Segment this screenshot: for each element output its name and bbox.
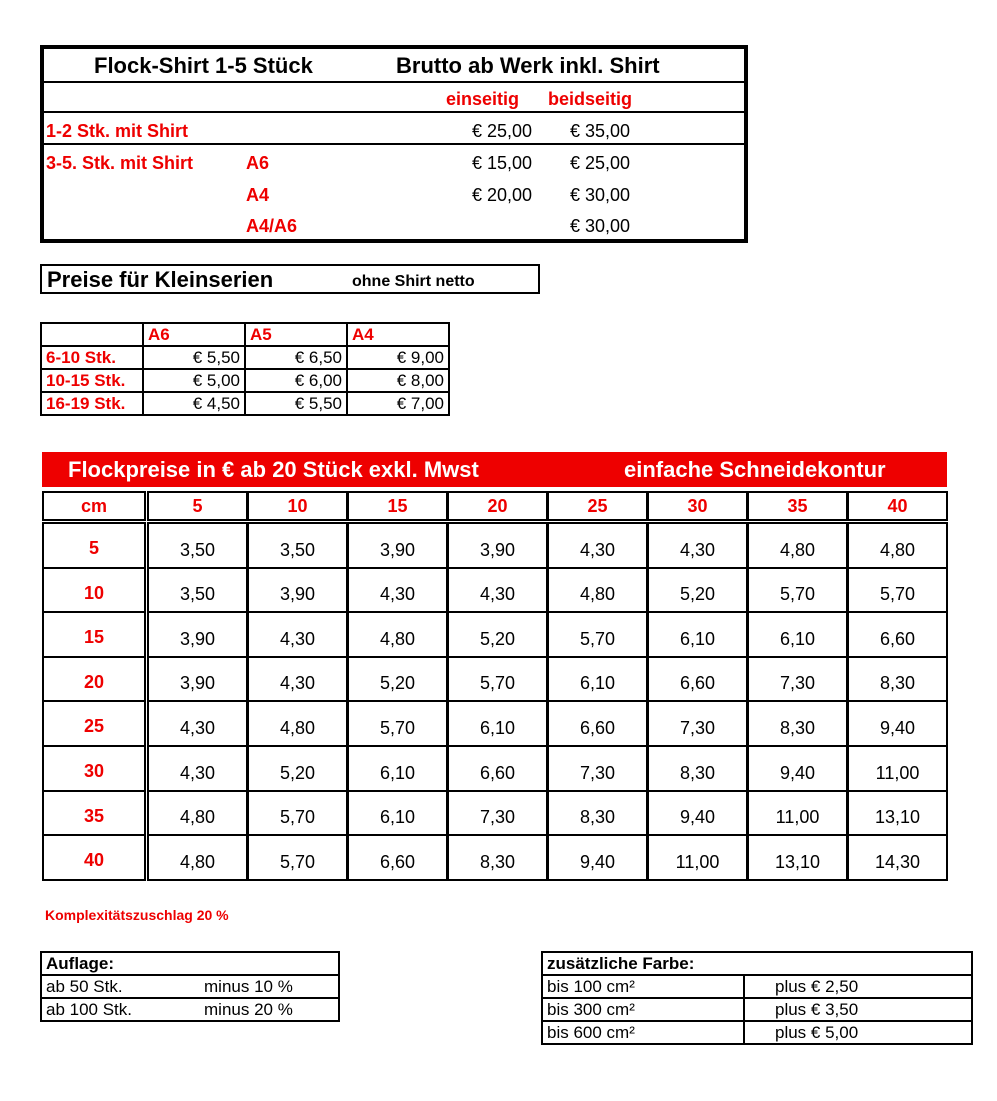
table-row: [542, 998, 972, 1021]
auflage-label: ab 50 Stk.: [41, 975, 200, 998]
price-two-side: € 30,00: [570, 216, 631, 236]
row-header-height: 40: [42, 834, 146, 881]
price-cell: 13,10: [747, 834, 848, 881]
price-cell: 4,80: [147, 790, 248, 836]
price-cell: 6,60: [447, 745, 548, 792]
row-label: 1-2 Stk. mit Shirt: [46, 121, 189, 141]
price-cell: 4,30: [147, 745, 248, 792]
price-cell: 4,80: [147, 834, 248, 881]
price-cell: 14,30: [847, 834, 948, 881]
price-two-side: € 30,00: [570, 185, 631, 205]
price-cell: 5,70: [347, 700, 448, 747]
row-header-height: 30: [42, 745, 146, 792]
col-header-width: 15: [347, 491, 448, 521]
small-series-title-box: [40, 264, 540, 294]
table-row: [542, 1021, 972, 1044]
extra-color-value: plus € 2,50: [744, 975, 972, 998]
extra-color-value: plus € 5,00: [744, 1021, 972, 1044]
price-cell: 3,50: [147, 522, 248, 569]
complexity-surcharge-note: Komplexitätszuschlag 20 %: [45, 907, 229, 923]
auflage-value: minus 10 %: [200, 975, 339, 998]
extra-color-title: zusätzliche Farbe:: [542, 952, 972, 975]
table-header: [41, 323, 143, 346]
price-cell: € 4,50: [143, 392, 245, 415]
price-cell: 6,60: [347, 834, 448, 881]
table-row: [41, 975, 339, 998]
price-cell: 3,50: [147, 567, 248, 613]
price-cell: 8,30: [447, 834, 548, 881]
price-cell: 5,20: [647, 567, 748, 613]
table-header: A6: [143, 323, 245, 346]
price-cell: € 5,50: [245, 392, 347, 415]
price-cell: 11,00: [747, 790, 848, 836]
flock-shirt-title: Flock-Shirt 1-5 Stück: [94, 53, 313, 78]
auflage-label: ab 100 Stk.: [41, 998, 200, 1021]
row-header-height: 25: [42, 700, 146, 747]
price-cell: € 8,00: [347, 369, 449, 392]
price-cell: 4,80: [547, 567, 648, 613]
price-cell: 9,40: [847, 700, 948, 747]
banner-right-text: einfache Schneidekontur: [624, 457, 886, 482]
price-cell: € 6,00: [245, 369, 347, 392]
row-header-height: 10: [42, 567, 146, 613]
price-cell: 11,00: [647, 834, 748, 881]
price-cell: 13,10: [847, 790, 948, 836]
price-cell: € 6,50: [245, 346, 347, 369]
price-cell: € 9,00: [347, 346, 449, 369]
price-cell: 4,30: [247, 611, 348, 658]
col-header-one-side: einseitig: [446, 89, 520, 109]
col-header-corner: cm: [42, 491, 146, 521]
auflage-title: Auflage:: [41, 952, 339, 975]
row-size: A6: [246, 153, 270, 173]
small-series-title: Preise für Kleinserien: [47, 267, 274, 292]
divider: [44, 111, 744, 113]
table-row: [41, 369, 449, 392]
col-header-width: 10: [247, 491, 348, 521]
small-series-table: [40, 322, 450, 416]
price-cell: 5,20: [447, 611, 548, 658]
row-size: A4/A6: [246, 216, 298, 236]
price-cell: 4,30: [647, 522, 748, 569]
table-row: [542, 975, 972, 998]
price-cell: 3,50: [247, 522, 348, 569]
row-label: 6-10 Stk.: [41, 346, 143, 369]
price-cell: 11,00: [847, 745, 948, 792]
table-row: [41, 323, 449, 346]
small-series-subtitle: ohne Shirt netto: [352, 273, 475, 290]
price-cell: 8,30: [747, 700, 848, 747]
flock-prices-body: [42, 522, 947, 879]
row-header-height: 35: [42, 790, 146, 836]
price-cell: 6,60: [547, 700, 648, 747]
auflage-value: minus 20 %: [200, 998, 339, 1021]
price-cell: 7,30: [747, 656, 848, 702]
price-cell: 7,30: [647, 700, 748, 747]
table-row: [41, 346, 449, 369]
price-cell: € 5,50: [143, 346, 245, 369]
extra-color-label: bis 100 cm²: [542, 975, 744, 998]
price-cell: 6,60: [647, 656, 748, 702]
price-cell: 3,90: [447, 522, 548, 569]
col-header-width: 40: [847, 491, 948, 521]
price-cell: 4,30: [147, 700, 248, 747]
price-cell: 4,30: [447, 567, 548, 613]
price-cell: 3,90: [347, 522, 448, 569]
price-one-side: € 15,00: [472, 153, 533, 173]
flock-prices-header-row: [42, 491, 947, 521]
row-header-height: 15: [42, 611, 146, 658]
price-cell: 6,10: [447, 700, 548, 747]
price-cell: 6,10: [647, 611, 748, 658]
col-header-width: 30: [647, 491, 748, 521]
price-cell: 4,80: [347, 611, 448, 658]
table-row: [41, 392, 449, 415]
flock-prices-banner: [42, 452, 947, 487]
extra-color-table: [541, 951, 973, 1045]
row-header-height: 20: [42, 656, 146, 702]
divider: [44, 143, 744, 145]
extra-color-value: plus € 3,50: [744, 998, 972, 1021]
table-row: [41, 952, 339, 975]
price-cell: 5,20: [347, 656, 448, 702]
row-label: 10-15 Stk.: [41, 369, 143, 392]
price-cell: 7,30: [447, 790, 548, 836]
price-cell: 9,40: [747, 745, 848, 792]
banner-left-text: Flockpreise in € ab 20 Stück exkl. Mwst: [68, 457, 479, 482]
col-header-two-side: beidseitig: [548, 89, 633, 109]
flock-shirt-subtitle: Brutto ab Werk inkl. Shirt: [396, 53, 660, 78]
price-cell: 5,70: [247, 834, 348, 881]
price-cell: 5,70: [547, 611, 648, 658]
row-label: 16-19 Stk.: [41, 392, 143, 415]
price-cell: 3,90: [147, 656, 248, 702]
row-label: 3-5. Stk. mit Shirt: [46, 153, 194, 173]
price-cell: 6,10: [347, 745, 448, 792]
price-cell: 5,70: [847, 567, 948, 613]
price-cell: 5,70: [247, 790, 348, 836]
price-two-side: € 25,00: [570, 153, 631, 173]
row-size: A4: [246, 185, 270, 205]
price-cell: 7,30: [547, 745, 648, 792]
col-header-width: 25: [547, 491, 648, 521]
price-cell: 4,80: [847, 522, 948, 569]
price-cell: 4,80: [247, 700, 348, 747]
price-cell: 5,70: [747, 567, 848, 613]
price-two-side: € 35,00: [570, 121, 631, 141]
price-cell: 5,20: [247, 745, 348, 792]
extra-color-label: bis 600 cm²: [542, 1021, 744, 1044]
price-cell: 8,30: [647, 745, 748, 792]
col-header-width: 20: [447, 491, 548, 521]
price-cell: 5,70: [447, 656, 548, 702]
price-cell: 4,30: [547, 522, 648, 569]
price-cell: 8,30: [547, 790, 648, 836]
price-cell: 6,10: [347, 790, 448, 836]
row-header-height: 5: [42, 522, 146, 569]
price-one-side: € 25,00: [472, 121, 533, 141]
price-cell: 4,30: [247, 656, 348, 702]
divider: [44, 81, 744, 83]
price-cell: 9,40: [647, 790, 748, 836]
price-cell: 4,80: [747, 522, 848, 569]
col-header-width: 5: [147, 491, 248, 521]
price-cell: 3,90: [147, 611, 248, 658]
table-row: [41, 998, 339, 1021]
price-cell: 6,10: [747, 611, 848, 658]
price-cell: 3,90: [247, 567, 348, 613]
price-cell: 6,60: [847, 611, 948, 658]
price-one-side: € 20,00: [472, 185, 533, 205]
auflage-table: [40, 951, 340, 1022]
col-header-width: 35: [747, 491, 848, 521]
price-cell: 6,10: [547, 656, 648, 702]
price-cell: € 5,00: [143, 369, 245, 392]
price-cell: 9,40: [547, 834, 648, 881]
table-header: A4: [347, 323, 449, 346]
table-row: [542, 952, 972, 975]
price-cell: 4,30: [347, 567, 448, 613]
flock-shirt-table: [40, 45, 748, 243]
table-header: A5: [245, 323, 347, 346]
extra-color-label: bis 300 cm²: [542, 998, 744, 1021]
price-cell: € 7,00: [347, 392, 449, 415]
price-cell: 8,30: [847, 656, 948, 702]
